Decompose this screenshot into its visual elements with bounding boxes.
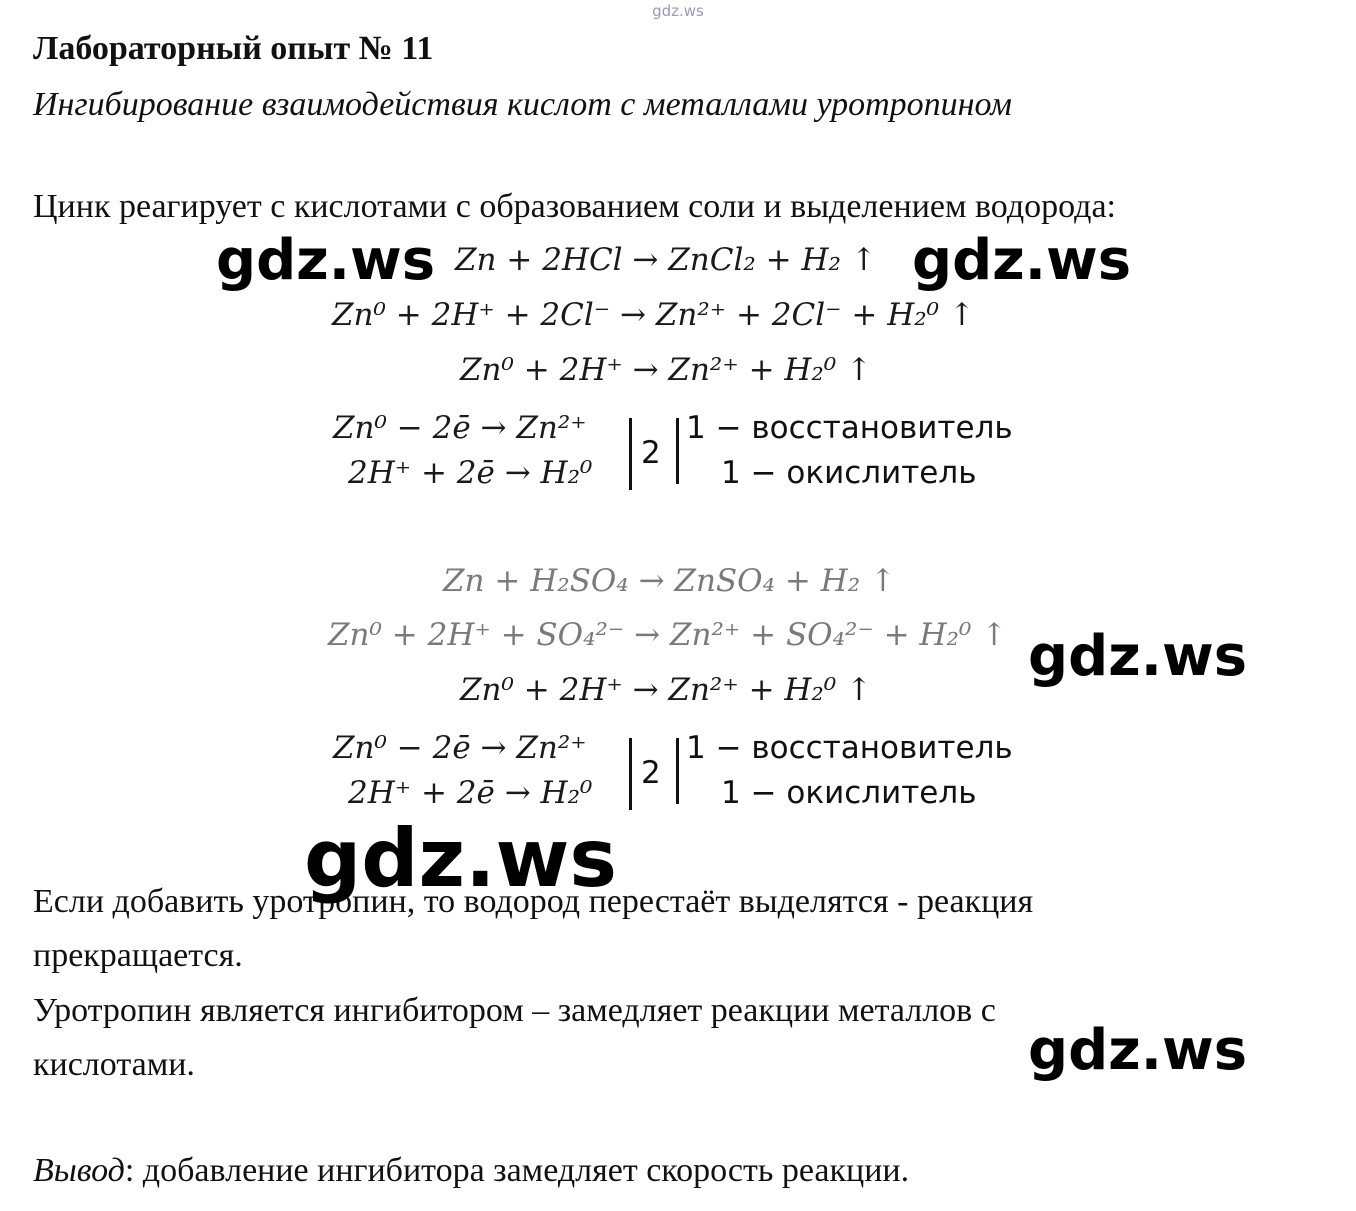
paragraph1-line1: Если добавить уротропин, то водород перестаёт выделятся - реакция	[33, 883, 1034, 920]
reaction2-full-ionic-equation: Zn⁰ + 2H⁺ + SO₄²⁻ → Zn²⁺ + SO₄²⁻ + H₂⁰ ↑	[328, 617, 1008, 653]
reaction1-reducer-label: 1 − восстановитель	[686, 410, 1013, 446]
reaction1-balance-factor: 2	[641, 435, 661, 471]
balance-divider-right	[676, 738, 679, 804]
reaction2-reduction-half: 2H⁺ + 2ē → H₂⁰	[348, 775, 593, 811]
page-subtitle: Ингибирование взаимодействия кислот с металлами уротропином	[33, 86, 1012, 123]
paragraph2-line1: Уротропин является ингибитором – замедляет реакции металлов с	[33, 992, 996, 1029]
reaction2-oxidation-half: Zn⁰ − 2ē → Zn²⁺	[333, 730, 587, 766]
reaction1-molecular-equation: Zn + 2HCl → ZnCl₂ + H₂ ↑	[455, 242, 877, 278]
reaction1-full-ionic-equation: Zn⁰ + 2H⁺ + 2Cl⁻ → Zn²⁺ + 2Cl⁻ + H₂⁰ ↑	[332, 297, 975, 333]
watermark-4: gdz.ws	[304, 812, 618, 905]
watermark-1: gdz.ws	[216, 228, 436, 293]
conclusion-label: Вывод	[33, 1152, 125, 1189]
reaction1-oxidizer-label: 1 − окислитель	[721, 455, 977, 491]
reaction2-oxidizer-label: 1 − окислитель	[721, 775, 977, 811]
top-watermark: gdz.ws	[652, 2, 704, 20]
balance-divider-left	[629, 738, 632, 810]
reaction2-molecular-equation: Zn + H₂SO₄ → ZnSO₄ + H₂ ↑	[443, 563, 896, 599]
watermark-5: gdz.ws	[1028, 1018, 1248, 1083]
conclusion-text: : добавление ингибитора замедляет скорость реакции.	[124, 1152, 910, 1189]
reaction2-balance-factor: 2	[641, 755, 661, 791]
reaction2-short-ionic-equation: Zn⁰ + 2H⁺ → Zn²⁺ + H₂⁰ ↑	[460, 672, 873, 708]
intro-text: Цинк реагирует с кислотами с образованием соли и выделением водорода:	[33, 188, 1116, 225]
balance-divider-right	[676, 418, 679, 484]
reaction1-oxidation-half: Zn⁰ − 2ē → Zn²⁺	[333, 410, 587, 446]
paragraph2-line2: кислотами.	[33, 1046, 195, 1083]
conclusion	[33, 1152, 909, 1190]
page-title: Лабораторный опыт № 11	[33, 30, 434, 67]
balance-divider-left	[629, 418, 632, 490]
reaction1-reduction-half: 2H⁺ + 2ē → H₂⁰	[348, 455, 593, 491]
paragraph1-line2: прекращается.	[33, 937, 243, 974]
reaction1-short-ionic-equation: Zn⁰ + 2H⁺ → Zn²⁺ + H₂⁰ ↑	[460, 352, 873, 388]
watermark-3: gdz.ws	[1028, 624, 1248, 689]
reaction2-reducer-label: 1 − восстановитель	[686, 730, 1013, 766]
watermark-2: gdz.ws	[912, 228, 1132, 293]
